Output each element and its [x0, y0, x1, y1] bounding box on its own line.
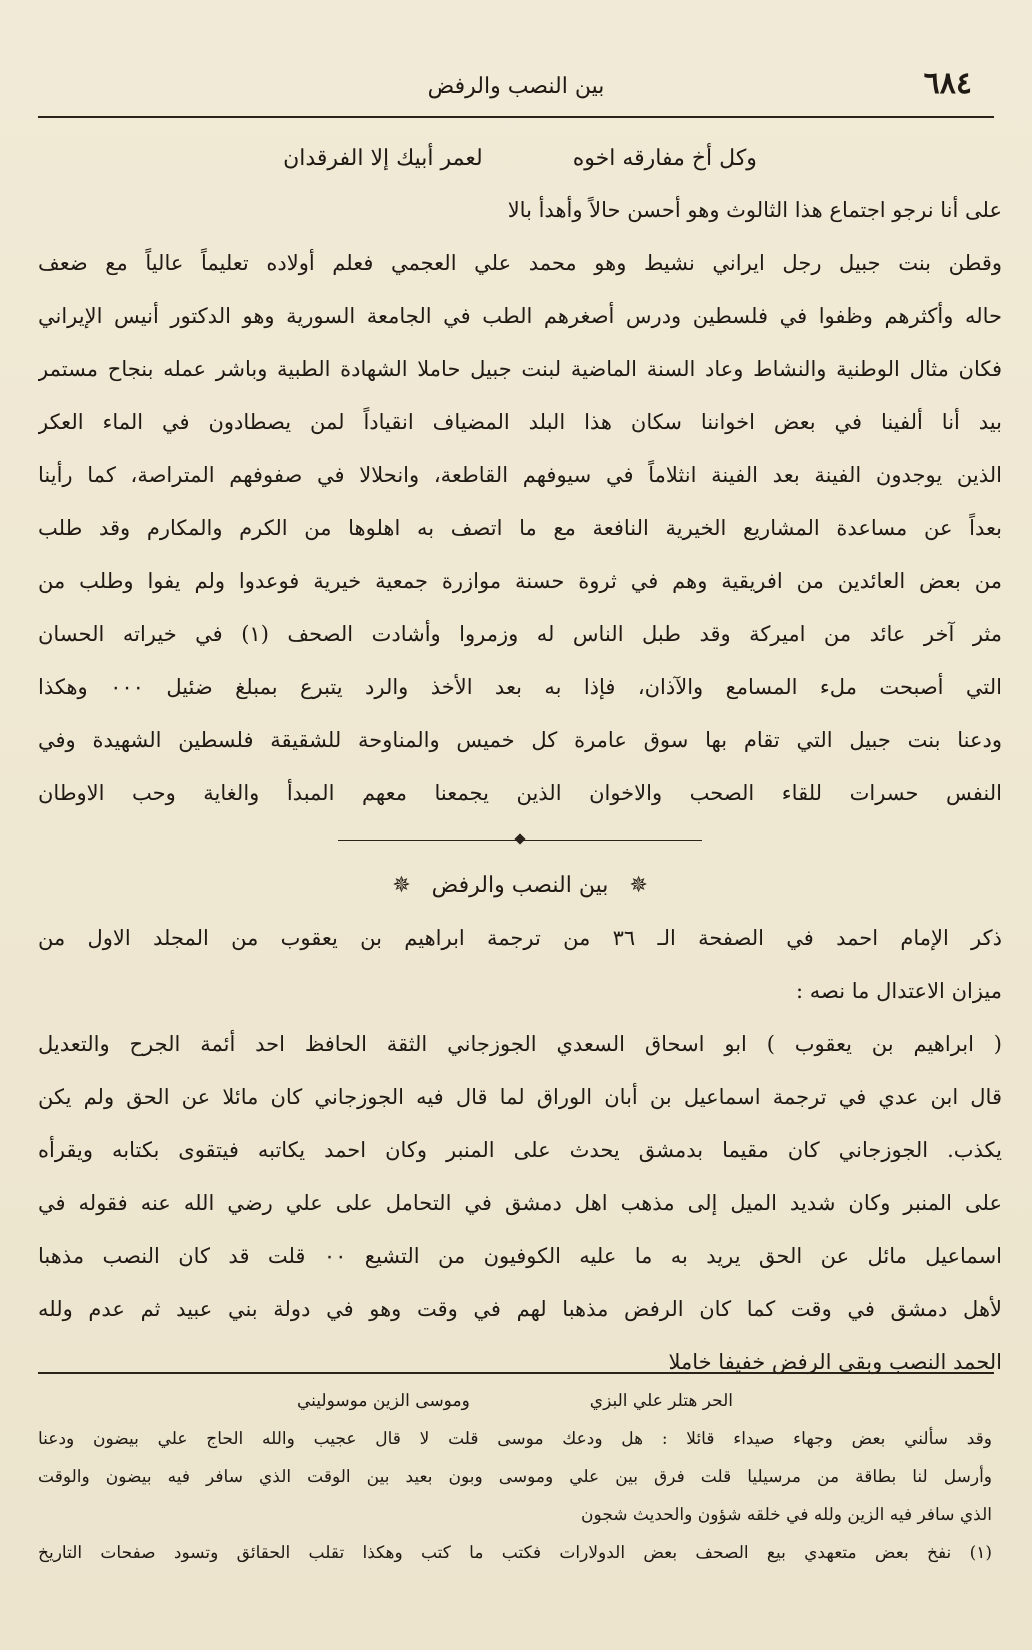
- footnotes: [38, 1382, 992, 1572]
- text-line: التي أصبحت ملء المسامع والآذان، فإذا به بعد الأخذ والرد يتبرع بمبلغ ضئيل ٠٠٠ وهكذا: [38, 675, 1002, 699]
- star-ornament-icon: ✵: [392, 873, 411, 898]
- text-line: بعداً عن مساعدة المشاريع الخيرية النافعة مع ما اتصف به اهلوها من الكرم والمكارم وقد طلب: [38, 516, 1002, 540]
- text-line: قال ابن عدي في ترجمة اسماعيل بن أبان الوراق لما قال فيه الجوزجاني كان مائلا عن الحق ولم يكن: [38, 1085, 1002, 1109]
- footnote-verse: [38, 1382, 992, 1420]
- text-line: ذكر الإمام احمد في الصفحة الـ ٣٦ من ترجمة ابراهيم بن يعقوب من المجلد الاول من: [38, 926, 1002, 950]
- star-ornament-icon: ✵: [629, 873, 648, 898]
- text-line: الحمد النصب وبقي الرفض خفيفا خاملا: [668, 1350, 1002, 1374]
- text-line: على المنبر وكان شديد الميل إلى مذهب اهل دمشق في التحامل على علي رضي الله عنه فقوله في: [38, 1191, 1002, 1215]
- poem-verse: [38, 134, 1002, 184]
- text-line: حاله وأكثرهم وظفوا في فلسطين ودرس أصغرهم الطب في الجامعة السورية وهو الدكتور أنيس الإيراني: [38, 304, 1002, 328]
- footnote-verse-second: وموسى الزين موسوليني: [296, 1391, 470, 1411]
- text-line: على أنا نرجو اجتماع هذا الثالوث وهو أحسن حالاً وأهدأ بالا: [507, 198, 1002, 222]
- section-title-text: بين النصب والرفض: [431, 873, 609, 898]
- text-line: لأهل دمشق في وقت كما كان الرفض مذهبا لهم في وقت وهو في دولة بني عبيد ثم عدم ولله: [38, 1297, 1002, 1321]
- text-line: ودعنا بنت جبيل التي تقام بها سوق عامرة كل خميس والمناوحة للشقيقة فلسطين الشهيدة وفي: [38, 728, 1002, 752]
- header-rule: [38, 116, 994, 118]
- page-number: ٦٨٤: [923, 66, 972, 101]
- section-title: [38, 860, 1002, 912]
- text-line: من بعض العائدين من افريقية وهم في ثروة حسنة موازرة جمعية خيرية فوعدوا ولم يفوا وطلب من: [38, 569, 1002, 593]
- verse-first-hemistich: وكل أخ مفارقه اخوه: [572, 146, 757, 171]
- text-line: مثر آخر عائد من اميركة وقد طبل الناس له وزمروا وأشادت الصحف (١) في خيراته الحسان: [38, 622, 1002, 646]
- verse-second-hemistich: لعمر أبيك إلا الفرقدان: [283, 146, 483, 171]
- footnote-line: (١) نفخ بعض متعهدي بيع الصحف بعض الدولارات فكتب ما كتب وهكذا تقلب الحقائق وتسود صفحات التاريخ: [38, 1543, 992, 1563]
- page-header: [38, 60, 994, 120]
- footnote-line: وأرسل لنا بطاقة من مرسيليا قلت فرق بين علي وموسى وبون بعيد بين الوقت الذي سافر فيه بيضون والوقت: [38, 1467, 992, 1487]
- footnote-line: وقد سألني بعض وجهاء صيداء قائلا : هل ودعك موسى قلت لا قال عجيب والله الحاج علي بيضون ودعنا: [38, 1429, 992, 1449]
- text-line: ( ابراهيم بن يعقوب ) ابو اسحاق السعدي الجوزجاني الثقة الحافظ احد أئمة الجرح والتعديل: [38, 1032, 1002, 1056]
- text-line: يكذب. الجوزجاني كان مقيما بدمشق يحدث على المنبر وكان احمد يكاتبه فيتقوى بكتابه ويقرأه: [38, 1138, 1002, 1162]
- text-line: ميزان الاعتدال ما نصه :: [796, 979, 1002, 1003]
- text-line: النفس حسرات للقاء الصحب والاخوان الذين يجمعنا معهم المبدأ والغاية وحب الاوطان: [38, 781, 1002, 805]
- main-text: [38, 134, 1002, 1389]
- text-line: بيد أنا ألفينا في بعض اخواننا سكان هذا البلد المضياف انقياداً لمن يصطادون في الماء العكر: [38, 410, 1002, 434]
- section-divider: [38, 820, 1002, 860]
- text-line: اسماعيل مائل عن الحق يريد به ما عليه الكوفيون من التشيع ٠٠ قلت قد كان النصب مذهبا: [38, 1244, 1002, 1268]
- divider-ornament-icon: [514, 833, 525, 844]
- text-line: وقطن بنت جبيل رجل ايراني نشيط وهو محمد علي العجمي فعلم أولاده تعليماً عالياً مع ضعف: [38, 251, 1002, 275]
- footnote-rule: [38, 1372, 994, 1374]
- text-line: الذين يوجدون الفينة بعد الفينة انثلاماً في سيوفهم القاطعة، وانحلالا في صفوفهم المتراصة، كما رأينا: [38, 463, 1002, 487]
- footnote-verse-first: الحر هتلر علي البزي: [589, 1391, 734, 1411]
- text-line: فكان مثال الوطنية والنشاط وعاد السنة الماضية لبنت جبيل حاملا الشهادة الطبية وباشر عمله بنجاح مستمر: [38, 357, 1002, 381]
- footnote-line: الذي سافر فيه الزين ولله في خلقه شؤون والحديث شجون: [581, 1505, 992, 1525]
- running-title: بين النصب والرفض: [427, 74, 605, 99]
